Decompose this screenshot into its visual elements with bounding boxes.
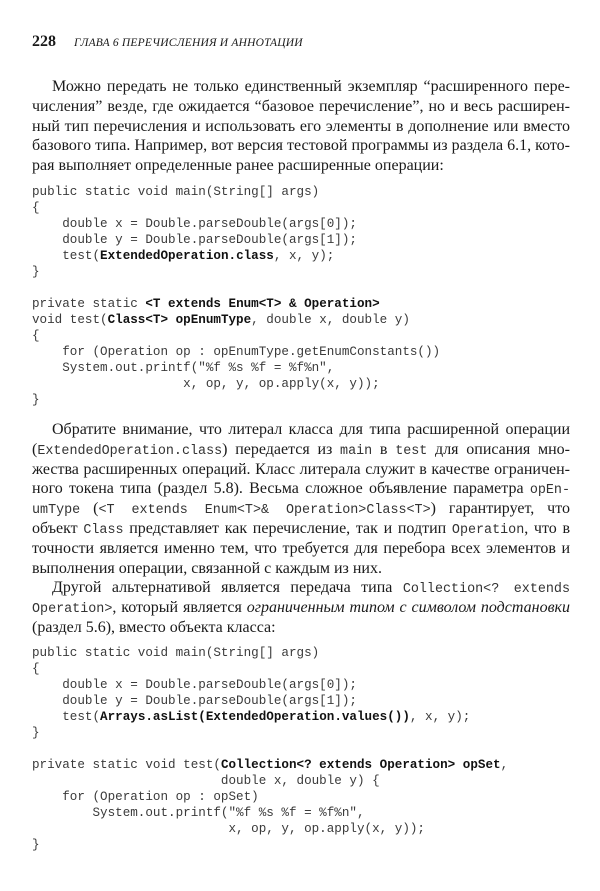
code-line [32, 344, 440, 360]
code-line [32, 200, 357, 216]
code-line [32, 216, 357, 232]
text-line [32, 136, 570, 156]
code-run: private static [32, 297, 146, 311]
code-run: double y = Double.parseDouble(args[1]); [32, 694, 357, 708]
text-line [32, 559, 570, 579]
code-line [32, 248, 357, 264]
code-line [32, 264, 357, 280]
code-listing-2 [32, 645, 508, 853]
text-run: числения” везде, где ожидается “базовое перечисление”, но и весь расширен- [32, 97, 570, 115]
code-bold-run: <T extends Enum<T> & Operation> [145, 297, 380, 311]
code-line [32, 661, 508, 677]
code-run: , double x, double y) [251, 313, 410, 327]
code-run: } [32, 838, 40, 852]
text-run: ного токена типа (раздел 5.8). Весьма сложное объявление параметра [32, 480, 530, 498]
code-line [32, 757, 508, 773]
code-run: { [32, 201, 40, 215]
text-run: ) передается из [222, 440, 341, 458]
code-line [32, 232, 357, 248]
page-number: 228 [32, 33, 56, 50]
text-run: представляет как перечисление, так и подтип [123, 519, 452, 537]
text-run: (раздел 5.6), вместо объекта класса: [32, 618, 276, 636]
code-line [32, 741, 508, 757]
code-run: x, op, y, op.apply(x, y)); [32, 822, 425, 836]
text-line [32, 499, 570, 519]
inline-code: <T extends Enum<T>& Operation>Class<T> [98, 503, 431, 519]
code-run: private static void test( [32, 758, 221, 772]
code-line [32, 328, 440, 344]
code-run: double x = Double.parseDouble(args[0]); [32, 678, 357, 692]
code-run: double x = Double.parseDouble(args[0]); [32, 217, 357, 231]
text-line [32, 539, 570, 559]
code-run: test( [32, 710, 101, 724]
text-run: выполнения операции, связанной с каждым из них. [32, 559, 382, 577]
code-bold-run: Class<T> opEnumType [107, 313, 252, 327]
code-run: void test( [32, 313, 108, 327]
text-line [32, 479, 570, 499]
code-run: } [32, 393, 40, 407]
code-line [32, 693, 508, 709]
inline-code: Operation> [32, 602, 113, 618]
code-run: for (Operation op : opSet) [32, 790, 259, 804]
text-run: точности является именно тем, что требуется для перебора всех элементов и [32, 539, 570, 557]
code-line [32, 677, 508, 693]
code-run: double x, double y) { [32, 774, 380, 788]
text-line [32, 460, 570, 480]
text-run: , что в [524, 519, 570, 537]
code-line [32, 312, 440, 328]
code-run: , [500, 758, 509, 772]
code-line [32, 360, 440, 376]
code-line [32, 805, 508, 821]
text-line [32, 578, 570, 598]
text-run: ( [32, 440, 38, 458]
inline-code: umType [32, 503, 81, 519]
inline-code: Collection<? extends [402, 582, 570, 598]
inline-code: Operation [451, 522, 525, 538]
text-run: ( [80, 500, 99, 518]
text-run: жества расширенных операций. Класс литерала служит в качестве ограничен- [32, 460, 570, 478]
text-run: рая выполняет определенные ранее расширенные операции: [32, 157, 444, 175]
text-run: Другой альтернативой является передача типа [52, 579, 403, 597]
code-run: x, op, y, op.apply(x, y)); [32, 377, 380, 391]
paragraph-block-1 [32, 77, 570, 176]
code-run: public static void main(String[] args) [32, 646, 320, 660]
text-line [32, 156, 570, 176]
text-line [32, 97, 570, 117]
code-run: } [32, 726, 40, 740]
code-run: { [32, 662, 40, 676]
code-run: } [32, 265, 40, 279]
text-line [32, 618, 570, 638]
text-run: базового типа. Например, вот версия тестовой программы из раздела 6.1, кото- [32, 137, 570, 155]
code-run: for (Operation op : opEnumType.getEnumConstants()) [32, 345, 441, 359]
code-bold-run: ExtendedOperation.class [100, 249, 274, 263]
code-run: , x, y); [273, 249, 335, 263]
code-listing-main-1 [32, 184, 357, 280]
inline-code: Class [83, 522, 124, 538]
code-run: double y = Double.parseDouble(args[1]); [32, 233, 357, 247]
code-line [32, 725, 508, 741]
code-line [32, 392, 440, 408]
code-line [32, 645, 508, 661]
code-line [32, 184, 357, 200]
text-run: ограниченным типом с символом подстановки [246, 599, 570, 617]
inline-code: ExtendedOperation.class [37, 443, 223, 459]
text-line [32, 598, 570, 618]
inline-code: main [340, 443, 373, 459]
code-listing-test-1 [32, 296, 440, 408]
code-run: public static void main(String[] args) [32, 185, 320, 199]
code-line [32, 837, 508, 853]
code-line [32, 709, 508, 725]
text-run: для описания мно- [427, 440, 570, 458]
inline-code: opEn- [529, 483, 570, 499]
text-line [32, 77, 570, 97]
code-line [32, 789, 508, 805]
running-header [32, 33, 303, 51]
code-bold-run: Collection<? extends Operation> opSet [220, 758, 501, 772]
text-run: ) гарантирует, что [430, 500, 571, 518]
text-run: объект [32, 519, 84, 537]
code-bold-run: Arrays.asList(ExtendedOperation.values()) [100, 710, 410, 724]
code-run: System.out.printf("%f %s %f = %f%n", [32, 806, 365, 820]
text-line [32, 519, 570, 539]
text-run: Можно передать не только единственный экземпляр “расширенного пере- [52, 78, 570, 95]
text-run: ный тип перечисления и использовать его элементы в дополнение или вместо [32, 117, 570, 135]
text-line [32, 440, 570, 460]
text-run: Обратите внимание, что литерал класса для типа расширенной операции [52, 421, 570, 438]
paragraph-block-2 [32, 420, 570, 638]
code-line [32, 296, 440, 312]
text-run: в [372, 440, 396, 458]
code-line [32, 821, 508, 837]
text-line [32, 117, 570, 137]
code-run: { [32, 329, 40, 343]
inline-code: test [395, 443, 428, 459]
code-run: , x, y); [409, 710, 471, 724]
code-line [32, 376, 440, 392]
text-run: , который является [112, 599, 247, 617]
code-run: System.out.printf("%f %s %f = %f%n", [32, 361, 335, 375]
code-line [32, 773, 508, 789]
chapter-title: ГЛАВА 6 ПЕРЕЧИСЛЕНИЯ И АННОТАЦИИ [74, 37, 303, 49]
text-line [32, 420, 570, 440]
code-run: test( [32, 249, 101, 263]
